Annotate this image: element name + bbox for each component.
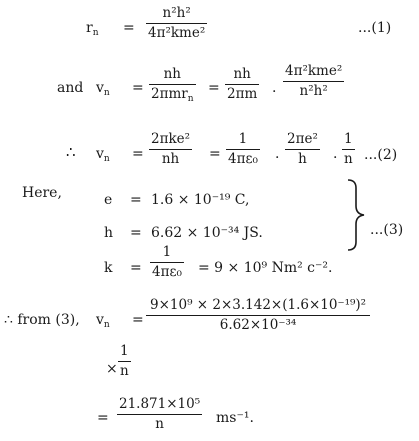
e-symbol: e [104, 192, 113, 208]
calc-fraction-1-over-n [118, 344, 131, 379]
fraction-bar [149, 149, 192, 150]
eq1-fraction [146, 6, 207, 41]
right-brace [344, 178, 366, 252]
denominator: 2πm [227, 85, 258, 102]
fraction-bar [225, 84, 259, 85]
fraction-bar [149, 84, 196, 85]
eq2-fraction-4 [342, 132, 355, 167]
fraction-bar [146, 315, 370, 316]
numerator: 2πe² [287, 131, 318, 147]
eq1-tag: ...(1) [358, 20, 392, 36]
fraction-bar [118, 361, 131, 362]
therefore-symbol: ∴ [66, 143, 76, 161]
eqv-and: and [57, 80, 84, 96]
denominator: n [344, 150, 353, 167]
numerator: nh [163, 66, 181, 82]
eqv-fraction-2 [225, 67, 259, 102]
constants-tag: ...(3) [370, 222, 404, 238]
result-unit: ms⁻¹. [216, 410, 254, 426]
calc-fraction [146, 298, 370, 333]
numerator: 21.871×10⁵ [119, 396, 201, 412]
eq2-fraction-2 [226, 132, 260, 167]
numerator: 2πke² [151, 131, 191, 147]
eqv-equals-1: = [132, 80, 144, 96]
denominator: n [155, 415, 164, 432]
result-equals: = [97, 410, 109, 426]
denominator: 6.62×10⁻³⁴ [219, 316, 297, 333]
calc-equals: = [132, 312, 144, 328]
denominator: n [120, 362, 129, 379]
eq2-fraction-3 [285, 132, 320, 167]
numerator: 9×10⁹ × 2×3.142×(1.6×10⁻¹⁹)² [150, 297, 367, 313]
fraction-bar [117, 414, 202, 415]
denominator: 4πε₀ [228, 150, 258, 167]
denominator: 4πε₀ [152, 263, 182, 280]
eq1-numerator: n²h² [162, 5, 191, 21]
numerator: 1 [120, 343, 129, 359]
eq1-equals: = [123, 20, 135, 36]
h-symbol: h [104, 225, 114, 241]
k-fraction [150, 245, 184, 280]
fraction-bar [283, 81, 344, 82]
h-equals: = [130, 225, 142, 241]
from-3-label: ∴ from (3), [4, 312, 80, 328]
numerator: 1 [238, 131, 248, 147]
fraction-bar [226, 149, 260, 150]
eqv-fraction-3 [283, 64, 344, 99]
numerator: 4π²kme² [285, 63, 343, 79]
numerator: 1 [344, 131, 353, 147]
e-equals: = [130, 192, 142, 208]
eq2-lhs: $v_n$ [96, 146, 110, 164]
k-equals: = [130, 260, 142, 276]
k-value: = 9 × 10⁹ Nm² c⁻². [198, 260, 333, 276]
eq2-dot-1: · [275, 150, 280, 166]
numerator: nh [233, 66, 251, 82]
eq2-tag: ...(2) [364, 147, 398, 163]
fraction-bar [342, 149, 355, 150]
fraction-bar [285, 149, 320, 150]
eqv-lhs: $v_n$ [96, 80, 110, 98]
denominator: 2πmr$_n$ [151, 85, 194, 104]
e-value: 1.6 × 10⁻¹⁹ C, [151, 192, 250, 208]
eqv-dot: · [272, 84, 277, 100]
eq1-denominator: 4π²kme² [148, 24, 206, 41]
times-sign: × [106, 361, 118, 377]
calc-lhs: $v_n$ [96, 312, 110, 330]
eqv-fraction-1 [149, 67, 196, 105]
eq2-equals-2: = [209, 146, 221, 162]
k-symbol: k [104, 260, 113, 276]
fraction-bar [146, 23, 207, 24]
eq1-lhs: $r_n$ [86, 20, 99, 38]
result-fraction [117, 397, 202, 432]
here-label: Here, [22, 185, 62, 201]
denominator: nh [161, 150, 180, 167]
h-value: 6.62 × 10⁻³⁴ JS. [151, 225, 263, 241]
denominator: h [298, 150, 307, 167]
denominator: n²h² [299, 82, 328, 99]
numerator: 1 [162, 244, 172, 260]
eq2-dot-2: · [333, 150, 338, 166]
eq2-equals-1: = [132, 146, 144, 162]
eq2-fraction-1 [149, 132, 192, 167]
fraction-bar [150, 262, 184, 263]
eqv-equals-2: = [208, 80, 220, 96]
